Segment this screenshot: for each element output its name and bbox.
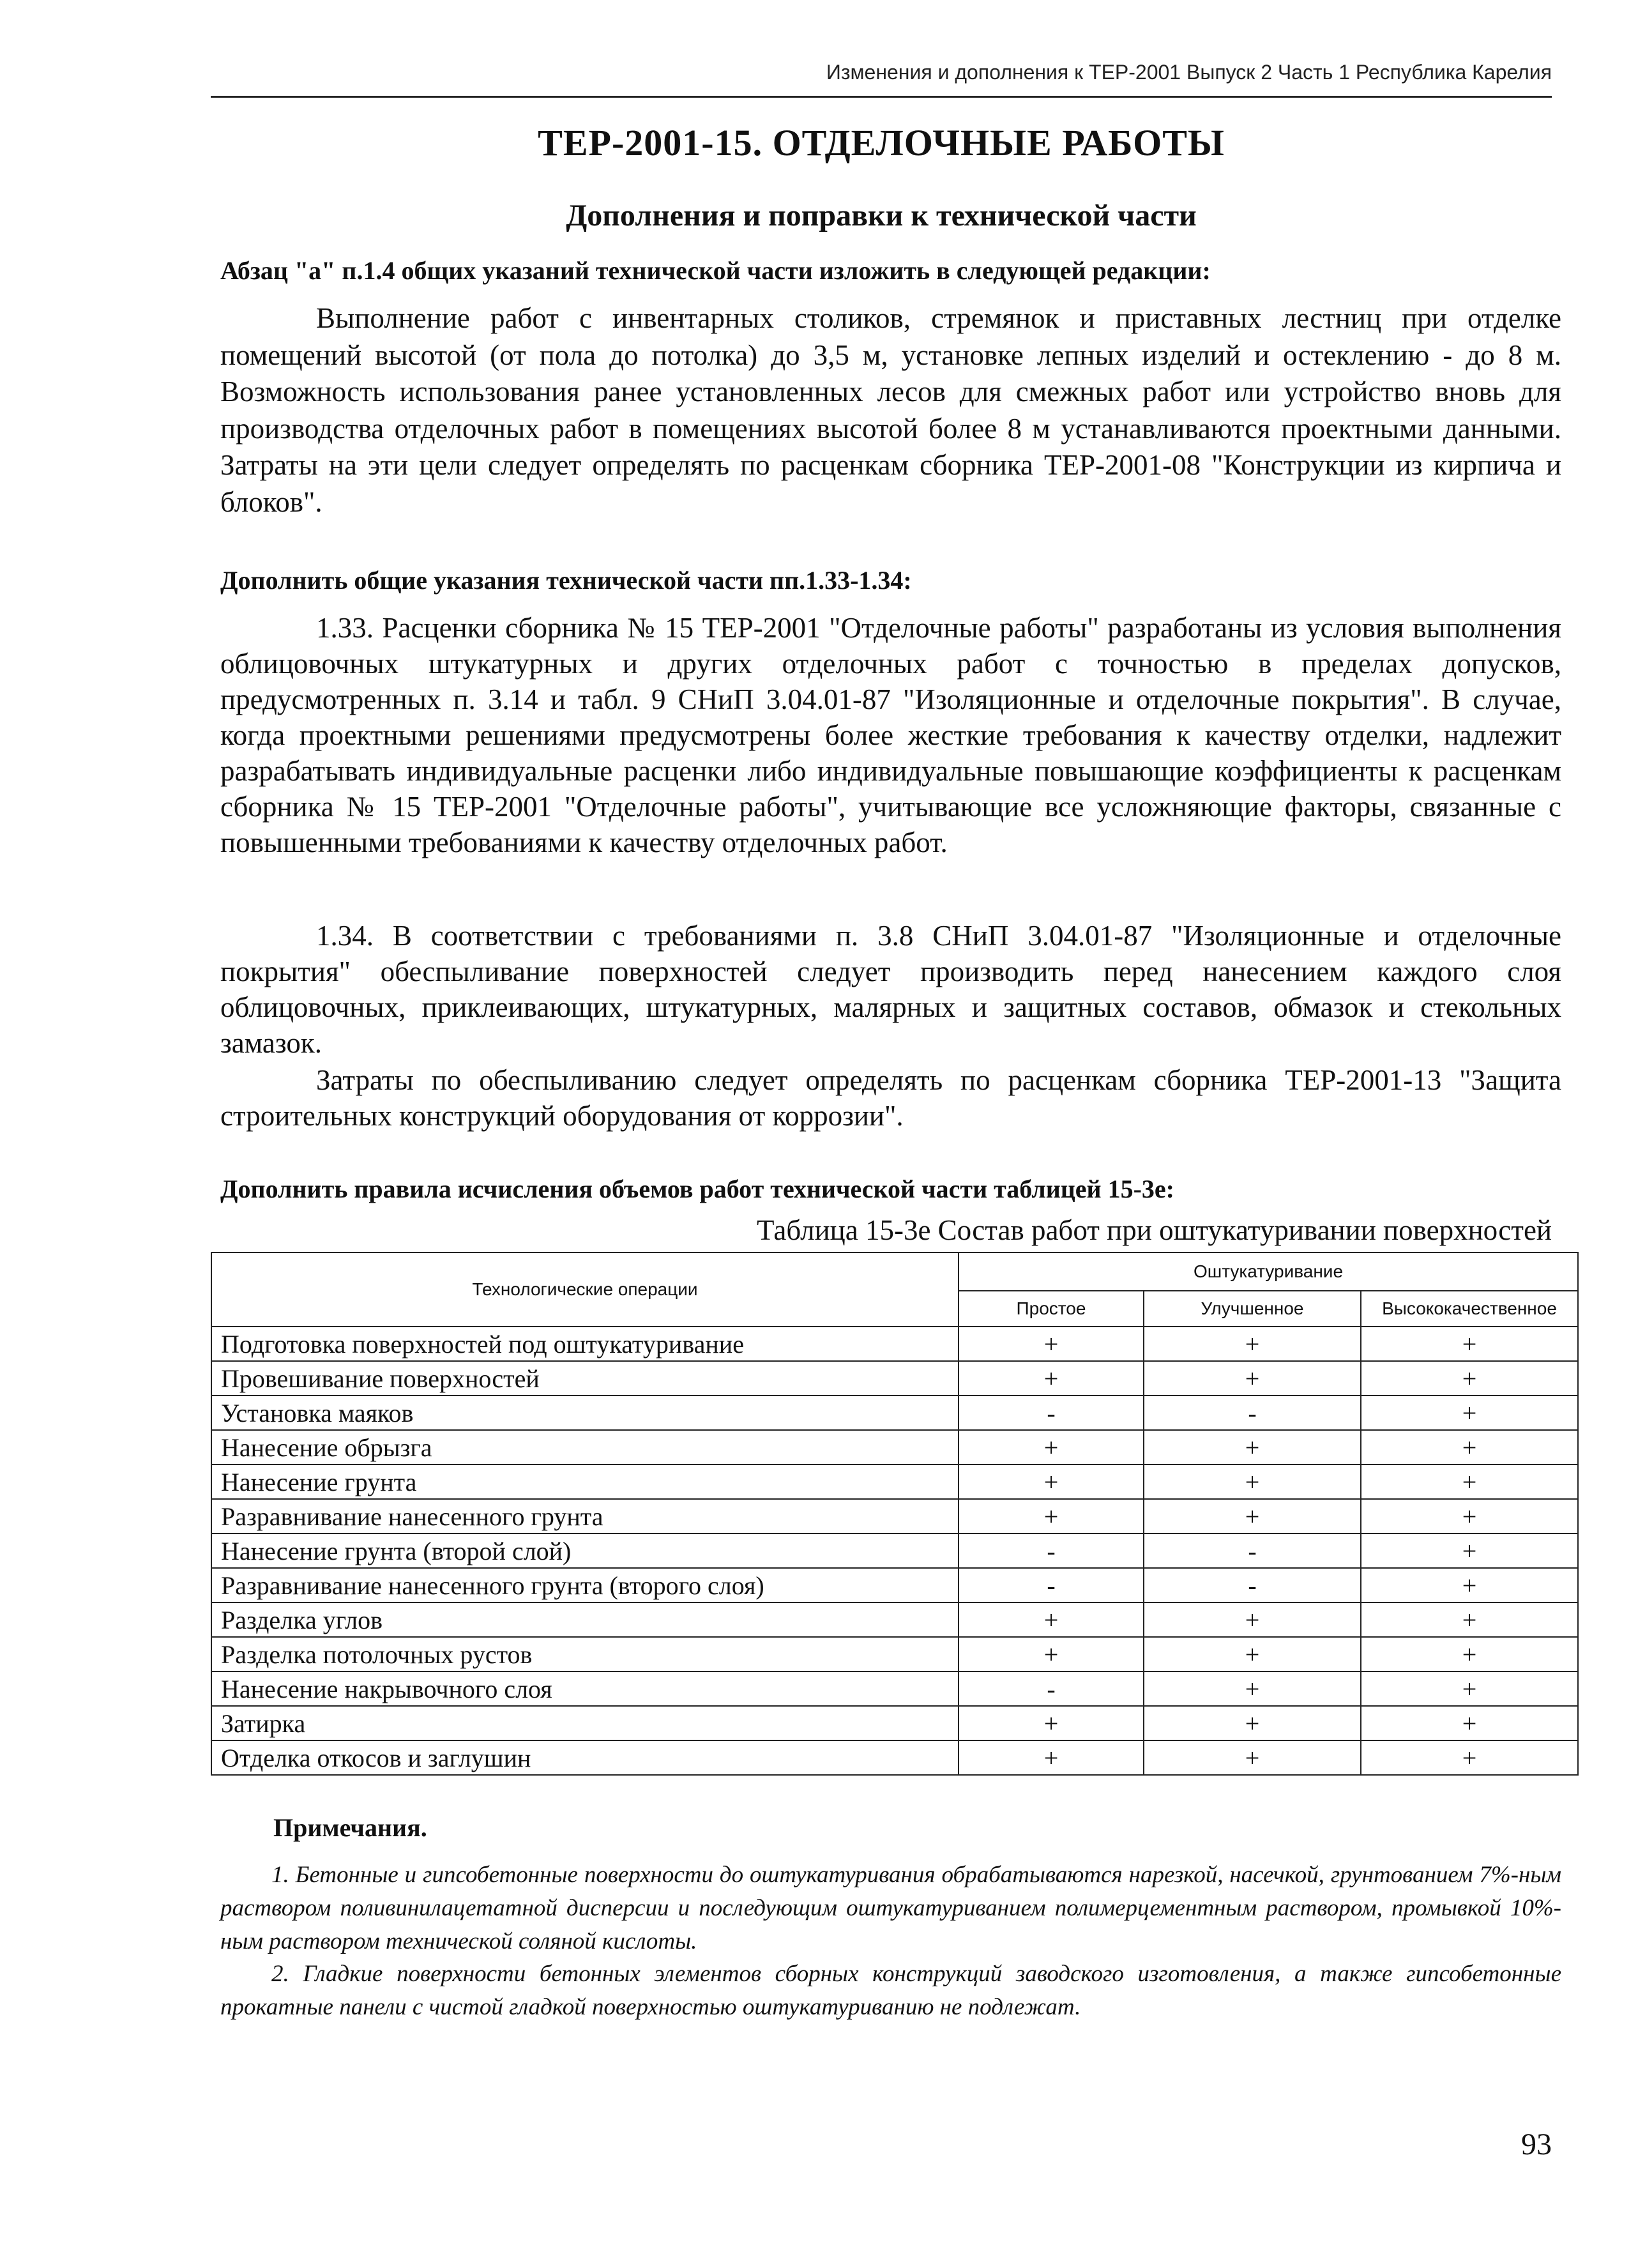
operation-cell: Провешивание поверхностей bbox=[211, 1361, 959, 1396]
simple-mark-cell: - bbox=[959, 1534, 1144, 1568]
table-row bbox=[211, 1396, 1578, 1430]
page-number: 93 bbox=[1521, 2127, 1552, 2161]
improved-mark-cell: + bbox=[1144, 1637, 1361, 1671]
simple-mark-cell: + bbox=[959, 1430, 1144, 1465]
high-quality-mark-cell: + bbox=[1361, 1568, 1578, 1602]
simple-mark-cell: + bbox=[959, 1499, 1144, 1534]
simple-mark-cell: + bbox=[959, 1602, 1144, 1637]
simple-mark-cell: - bbox=[959, 1671, 1144, 1706]
improved-mark-cell: + bbox=[1144, 1499, 1361, 1534]
running-header: Изменения и дополнения к ТЕР-2001 Выпуск 2 Часть 1 Республика Карелия bbox=[826, 61, 1552, 84]
operation-cell: Нанесение грунта bbox=[211, 1465, 959, 1499]
high-quality-mark-cell: + bbox=[1361, 1361, 1578, 1396]
paragraph-1-34: 1.34. В соответствии с требованиями п. 3.8 СНиП 3.04.01-87 "Изоляционные и отделочные покрытия" обеспыливание поверхностей следует производить перед нанесением каждого слоя облицовочных, приклеивающих, штукатурных, малярных и защитных составов, обмазок и стекольных замазок. bbox=[220, 920, 1561, 1059]
table-row bbox=[211, 1534, 1578, 1568]
note-2: 2. Гладкие поверхности бетонных элементов сборных конструкций заводского изготовления, а также гипсобетонные прокатные панели с чистой гладкой поверхностью оштукатуриванию не подлежат. bbox=[220, 1961, 1561, 2020]
improved-mark-cell: + bbox=[1144, 1602, 1361, 1637]
paragraph-1-33: 1.33. Расценки сборника № 15 ТЕР-2001 "Отделочные работы" разработаны из условия выполнения облицовочных штукатурных и других отделочных работ с точностью в пределах допусков, предусмотренных п. 3.14 и табл. 9 СНиП 3.04.01-87 "Изоляционные и отделочные покрытия". В случае, когда проектными решениями предусмотрены более жесткие требования к качеству отделки, надлежит разрабатывать индивидуальные расценки либо индивидуальные повышающие коэффициенты к расценкам сборника № 15 ТЕР-2001 "Отделочные работы", учитывающие все усложняющие факторы, связанные с повышенными требованиями к качеству отделочных работ. bbox=[220, 612, 1561, 858]
operation-cell: Разделка потолочных рустов bbox=[211, 1637, 959, 1671]
header-divider bbox=[211, 96, 1552, 98]
simple-mark-cell: + bbox=[959, 1327, 1144, 1361]
operation-cell: Разравнивание нанесенного грунта (второго слоя) bbox=[211, 1568, 959, 1602]
page-subtitle: Дополнения и поправки к технической части bbox=[566, 199, 1197, 232]
section1-paragraph: Выполнение работ с инвентарных столиков, стремянок и приставных лестниц при отделке помещений высотой (от пола до потолка) до 3,5 м, установке лепных изделий и остеклению - до 8 м. Возможность использования ранее установленных лесов для смежных работ или устройство вновь для производства отделочных работ в помещениях высотой более 8 м устанавливаются проектными данными. Затраты на эти цели следует определять по расценкам сборника ТЕР-2001-08 "Конструкции из кирпича и блоков". bbox=[220, 302, 1561, 518]
operation-cell: Разравнивание нанесенного грунта bbox=[211, 1499, 959, 1534]
column-group-plastering: Оштукатуривание bbox=[959, 1252, 1578, 1291]
high-quality-mark-cell: + bbox=[1361, 1499, 1578, 1534]
improved-mark-cell: + bbox=[1144, 1740, 1361, 1775]
improved-mark-cell: + bbox=[1144, 1671, 1361, 1706]
high-quality-mark-cell: + bbox=[1361, 1430, 1578, 1465]
improved-mark-cell: - bbox=[1144, 1568, 1361, 1602]
operation-cell: Установка маяков bbox=[211, 1396, 959, 1430]
high-quality-mark-cell: + bbox=[1361, 1740, 1578, 1775]
section3-heading: Дополнить правила исчисления объемов работ технической части таблицей 15-3е: bbox=[220, 1175, 1174, 1203]
table-caption: Таблица 15-3е Состав работ при оштукатуривании поверхностей bbox=[757, 1214, 1552, 1246]
high-quality-mark-cell: + bbox=[1361, 1706, 1578, 1740]
table-row bbox=[211, 1430, 1578, 1465]
improved-mark-cell: + bbox=[1144, 1327, 1361, 1361]
simple-mark-cell: + bbox=[959, 1465, 1144, 1499]
simple-mark-cell: + bbox=[959, 1361, 1144, 1396]
section1-heading: Абзац "а" п.1.4 общих указаний технической части изложить в следующей редакции: bbox=[220, 256, 1211, 285]
column-header-simple: Простое bbox=[959, 1291, 1144, 1327]
high-quality-mark-cell: + bbox=[1361, 1396, 1578, 1430]
table-row bbox=[211, 1568, 1578, 1602]
table-row bbox=[211, 1361, 1578, 1396]
simple-mark-cell: - bbox=[959, 1568, 1144, 1602]
section2-heading: Дополнить общие указания технической части пп.1.33-1.34: bbox=[220, 566, 912, 595]
table-row bbox=[211, 1637, 1578, 1671]
table-row bbox=[211, 1602, 1578, 1637]
table-row bbox=[211, 1327, 1578, 1361]
column-header-operations: Технологические операции bbox=[211, 1252, 959, 1327]
column-header-high-quality: Высококачественное bbox=[1361, 1291, 1578, 1327]
simple-mark-cell: + bbox=[959, 1637, 1144, 1671]
operation-cell: Подготовка поверхностей под оштукатуривание bbox=[211, 1327, 959, 1361]
table-row bbox=[211, 1706, 1578, 1740]
operation-cell: Разделка углов bbox=[211, 1602, 959, 1637]
notes-title: Примечания. bbox=[273, 1813, 427, 1842]
high-quality-mark-cell: + bbox=[1361, 1534, 1578, 1568]
operation-cell: Нанесение обрызга bbox=[211, 1430, 959, 1465]
simple-mark-cell: + bbox=[959, 1706, 1144, 1740]
plastering-operations-table bbox=[211, 1252, 1579, 1776]
high-quality-mark-cell: + bbox=[1361, 1671, 1578, 1706]
column-header-improved: Улучшенное bbox=[1144, 1291, 1361, 1327]
high-quality-mark-cell: + bbox=[1361, 1637, 1578, 1671]
operation-cell: Нанесение грунта (второй слой) bbox=[211, 1534, 959, 1568]
note-1: 1. Бетонные и гипсобетонные поверхности до оштукатуривания обрабатываются нарезкой, насечкой, грунтованием 7%-ным раствором поливинилацетатной дисперсии и последующим оштукатуриванием полимерцементным раствором, промывкой 10%-ным раствором технической соляной кислоты. bbox=[220, 1862, 1561, 1954]
table-row bbox=[211, 1465, 1578, 1499]
simple-mark-cell: - bbox=[959, 1396, 1144, 1430]
page-title: ТЕР-2001-15. ОТДЕЛОЧНЫЕ РАБОТЫ bbox=[538, 122, 1225, 164]
table-row bbox=[211, 1499, 1578, 1534]
high-quality-mark-cell: + bbox=[1361, 1465, 1578, 1499]
improved-mark-cell: + bbox=[1144, 1465, 1361, 1499]
operation-cell: Отделка откосов и заглушин bbox=[211, 1740, 959, 1775]
improved-mark-cell: + bbox=[1144, 1430, 1361, 1465]
operation-cell: Нанесение накрывочного слоя bbox=[211, 1671, 959, 1706]
table-row bbox=[211, 1740, 1578, 1775]
improved-mark-cell: - bbox=[1144, 1534, 1361, 1568]
operation-cell: Затирка bbox=[211, 1706, 959, 1740]
table-body bbox=[211, 1327, 1578, 1775]
paragraph-1-34-costs: Затраты по обеспыливанию следует определять по расценкам сборника ТЕР-2001-13 "Защита строительных конструкций оборудования от коррозии". bbox=[220, 1064, 1561, 1132]
high-quality-mark-cell: + bbox=[1361, 1327, 1578, 1361]
improved-mark-cell: + bbox=[1144, 1361, 1361, 1396]
simple-mark-cell: + bbox=[959, 1740, 1144, 1775]
improved-mark-cell: - bbox=[1144, 1396, 1361, 1430]
improved-mark-cell: + bbox=[1144, 1706, 1361, 1740]
high-quality-mark-cell: + bbox=[1361, 1602, 1578, 1637]
table-row bbox=[211, 1671, 1578, 1706]
